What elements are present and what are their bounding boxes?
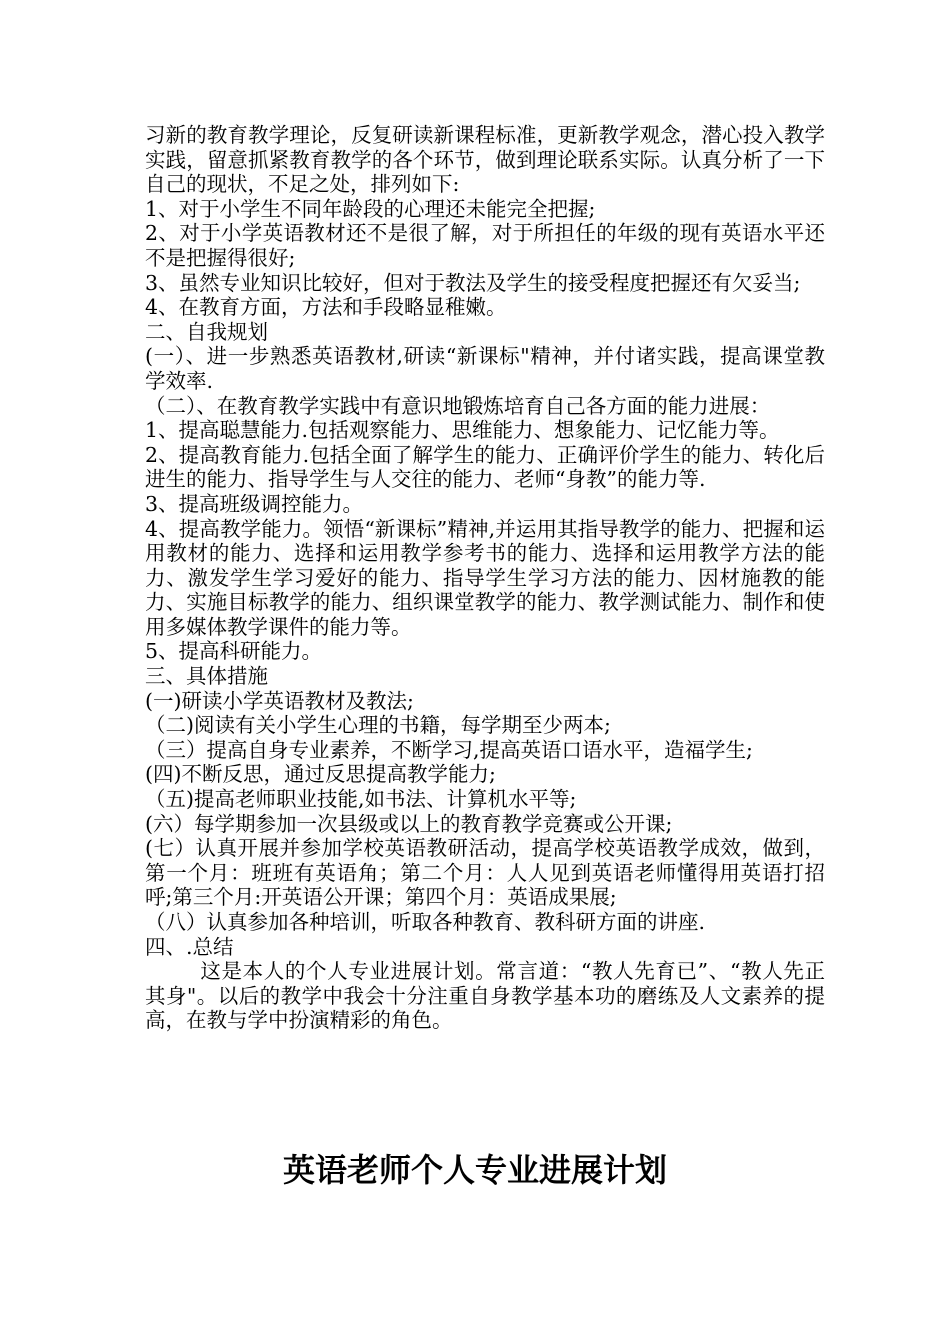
measure-item-8: （八）认真参加各种培训，听取各种教育、教科研方面的讲座. [145,910,706,934]
plan-item-1: (一）、进一步熟悉英语教材,研读“新课标"精神，并付诸实践，提高课堂教学效率. [145,344,825,393]
summary-paragraph: 这是本人的个人专业进展计划。常言道：“教人先育已”、“教人先正其身"。以后的教学中我会十分注重自身教学基本功的磨练及人文素养的提高，在教与学中扮演精彩的角色。 [145,959,825,1033]
paragraph-intro: 习新的教育教学理论，反复研读新课程标准，更新教学观念，潜心投入教学实践，留意抓紧教育教学的各个环节，做到理论联系实际。认真分析了一下自己的现状，不足之处，排列如下: [145,123,825,197]
measure-item-1: (一)研读小学英语教材及教法; [145,688,414,713]
list-item-weakness-4: 4、在教育方面，方法和手段略显稚嫩。 [145,295,507,320]
document-title: 英语老师个人专业进展计划 [282,1151,667,1189]
ability-item-1: 1、提高聪慧能力.包括观察能力、思维能力、想象能力、记忆能力等。 [145,418,780,443]
section-heading-self-planning: 二、自我规划 [145,319,268,344]
ability-item-4: 4、提高教学能力。领悟“新课标”精神,并运用其指导教学的能力、把握和运用教材的能力、选择和运用教学参考书的能力、选择和运用教学方法的能力、激发学生学习爱好的能力、指导学生学习方法的能力、因材施教的能力、实施目标教学的能力、组织课堂教学的能力、教学测试能力、制作和使用多媒体教学课件的能力等。 [145,516,825,639]
ability-item-2: 2、提高教育能力.包括全面了解学生的能力、正确评价学生的能力、转化后进生的能力、指导学生与人交往的能力、老师“身教”的能力等. [145,442,825,492]
measure-item-6: (六）每学期参加一次县级或以上的教育教学竞赛或公开课; [145,811,673,836]
section-heading-measures: 三、具体措施 [145,664,268,689]
list-item-weakness-1: 1、对于小学生不同年龄段的心理还未能完全把握; [145,196,596,221]
measure-item-3: （三）提高自身专业素养，不断学习,提高英语口语水平，造福学生; [145,737,753,762]
ability-item-5: 5、提高科研能力。 [145,639,323,664]
measure-item-2: （二)阅读有关小学生心理的书籍，每学期至少两本; [145,713,611,738]
list-item-weakness-3: 3、虽然专业知识比较好，但对于教法及学生的接受程度把握还有欠妥当; [145,270,801,295]
section-heading-summary: 四、.总结 [145,934,234,959]
list-item-weakness-2: 2、对于小学英语教材还不是很了解，对于所担任的年级的现有英语水平还不是把握得很好; [145,221,825,270]
measure-item-4: (四)不断反思，通过反思提高教学能力; [145,762,496,787]
measure-item-5: （五)提高老师职业技能,如书法、计算机水平等; [145,787,577,812]
document-body [145,123,825,1033]
ability-item-3: 3、提高班级调控能力。 [145,491,364,516]
plan-item-2: （二）、在教育教学实践中有意识地锻炼培育自己各方面的能力进展： [145,393,771,418]
measure-item-7: (七）认真开展并参加学校英语教研活动，提高学校英语教学成效，做到，第一个月：班班有英语角；第二个月：人人见到英语老师懂得用英语打招呼;第三个月:开英语公开课；第四个月：英语成果展; [145,836,825,910]
